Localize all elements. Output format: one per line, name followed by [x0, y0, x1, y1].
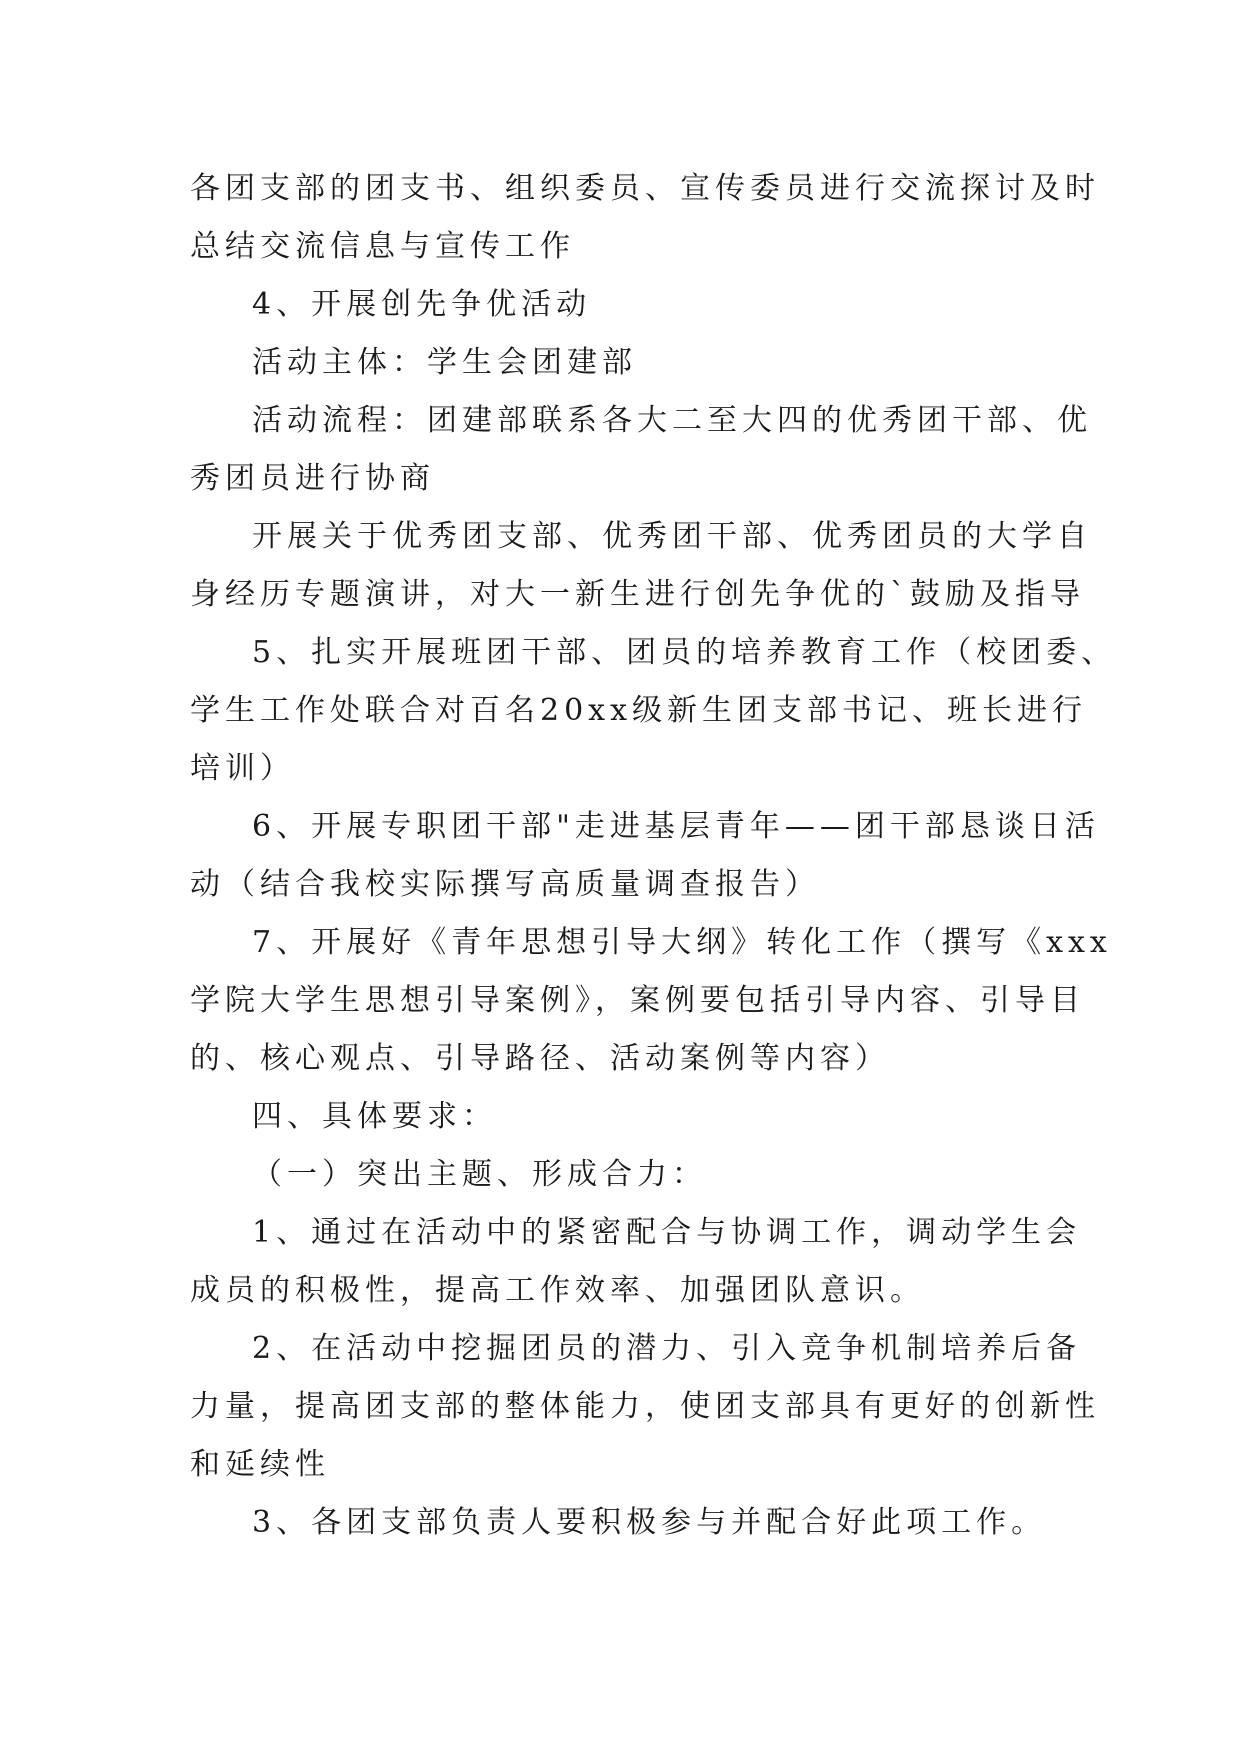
- text-line: 和延续性: [190, 1447, 330, 1482]
- text-line: 各团支部的团支书、组织委员、宣传委员进行交流探讨及时: [190, 171, 1100, 206]
- text-line: 四、具体要求：: [252, 1099, 497, 1134]
- text-line: 培训）: [190, 751, 295, 786]
- text-line: 秀团员进行协商: [190, 461, 435, 496]
- text-line: 身经历专题演讲，对大一新生进行创先争优的`鼓励及指导: [190, 577, 1085, 612]
- text-line: 7、开展好《青年思想引导大纲》转化工作（撰写《xxx: [252, 925, 1112, 960]
- text-line: 成员的积极性，提高工作效率、加强团队意识。: [190, 1273, 925, 1308]
- document-body: [190, 160, 1117, 1552]
- text-line: 开展关于优秀团支部、优秀团干部、优秀团员的大学自: [252, 519, 1092, 554]
- text-line: 4、开展创先争优活动: [252, 287, 592, 322]
- text-line: 5、扎实开展班团干部、团员的培养教育工作（校团委、: [252, 635, 1117, 670]
- text-line: 学院大学生思想引导案例》，案例要包括引导内容、引导目: [190, 983, 1085, 1018]
- text-line: 动（结合我校实际撰写高质量调查报告）: [190, 867, 820, 902]
- text-line: 的、核心观点、引导路径、活动案例等内容）: [190, 1041, 890, 1076]
- text-line: 2、在活动中挖掘团员的潜力、引入竞争机制培养后备: [252, 1331, 1082, 1366]
- text-line: 活动主体：学生会团建部: [252, 345, 637, 380]
- text-line: 力量，提高团支部的整体能力，使团支部具有更好的创新性: [190, 1389, 1100, 1424]
- text-line: 总结交流信息与宣传工作: [190, 229, 575, 264]
- text-line: 6、开展专职团干部"走进基层青年——团干部恳谈日活: [252, 809, 1100, 844]
- text-line: 活动流程：团建部联系各大二至大四的优秀团干部、优: [252, 403, 1092, 438]
- text-line: 1、通过在活动中的紧密配合与协调工作，调动学生会: [252, 1215, 1082, 1250]
- text-line: 学生工作处联合对百名20xx级新生团支部书记、班长进行: [190, 693, 1088, 728]
- text-line: 3、各团支部负责人要积极参与并配合好此项工作。: [252, 1505, 1047, 1540]
- text-line: （一）突出主题、形成合力：: [252, 1157, 707, 1192]
